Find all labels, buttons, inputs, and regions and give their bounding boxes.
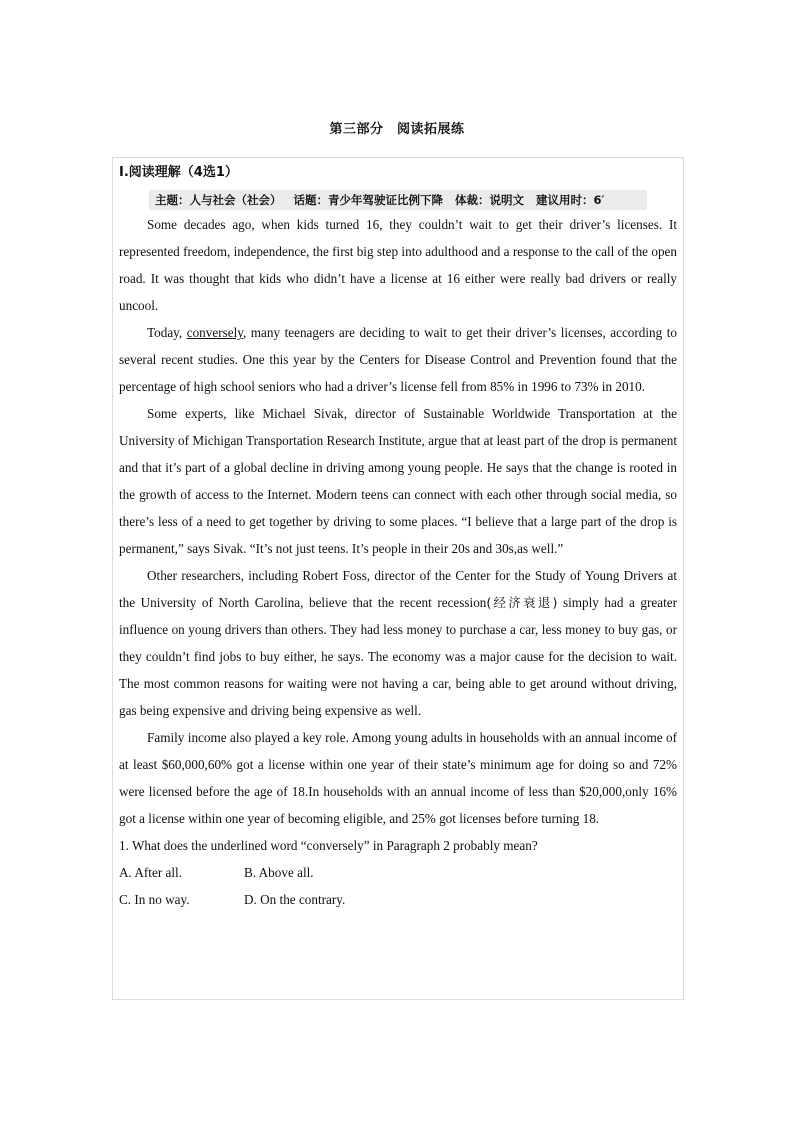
paragraph-4-start: Other researchers, including Robert Foss, director of the Center for the Study of Young Drivers at the University of North Carolina, believe that the recent recession bbox=[119, 568, 677, 610]
topic-bar bbox=[149, 190, 647, 210]
paragraph-1: Some decades ago, when kids turned 16, they couldn’t wait to get their driver’s licenses. It represented freedom, independence, the first big step into adulthood and a response to the call of the open road. It was thought that kids who didn’t have a license at 16 either were really bad drivers or really uncool. bbox=[119, 217, 677, 313]
paragraph-4-rest: simply had a greater influence on young drivers than others. They had less money to purchase a car, less money to buy gas, or they couldn’t find jobs to buy either, he says. The economy was a major cause for the decision to wait. The most common reasons for waiting were not having a car, being able to get around without driving, gas being expensive and driving being expensive as well. bbox=[119, 595, 677, 718]
chinese-gloss: (经济衰退) bbox=[486, 595, 558, 610]
section-heading: Ⅰ.阅读理解（4选1） bbox=[119, 165, 238, 180]
topic-genre: 体裁：说明文 bbox=[455, 193, 525, 207]
topic-theme: 主题：人与社会（社会） bbox=[155, 193, 282, 207]
option-b[interactable]: B. Above all. bbox=[244, 865, 314, 880]
reading-section bbox=[119, 160, 677, 913]
option-a[interactable]: A. After all. bbox=[119, 865, 182, 880]
topic-subject: 话题：青少年驾驶证比例下降 bbox=[293, 193, 444, 207]
question-1-stem: 1. What does the underlined word “conversely” in Paragraph 2 probably mean? bbox=[119, 838, 538, 853]
question-1-options-row-1 bbox=[119, 859, 677, 886]
paragraph-2-start: Today, bbox=[147, 325, 187, 340]
paragraph-5: Family income also played a key role. Among young adults in households with an annual income of at least $60,000,60% got a license within one year of their state’s minimum age for doing so and 72% were licensed before the age of 18.In households with an annual income of less than $20,000,only 16% got a license within one year of becoming eligible, and 25% got licenses before turning 18. bbox=[119, 730, 677, 826]
page-title: 第三部分 阅读拓展练 bbox=[329, 122, 465, 137]
paragraph-3: Some experts, like Michael Sivak, director of Sustainable Worldwide Transportation at the University of Michigan Transportation Research Institute, argue that at least part of the drop is permanent and that it’s part of a global decline in driving among young people. He says that the change is rooted in the growth of access to the Internet. Modern teens can connect with each other through social media, so there’s less of a need to get together by driving to some places. “I believe that a large part of the drop is permanent,” says Sivak. “It’s not just teens. It’s people in their 20s and 30s,as well.” bbox=[119, 406, 677, 556]
option-d[interactable]: D. On the contrary. bbox=[244, 892, 346, 907]
option-c[interactable]: C. In no way. bbox=[119, 892, 190, 907]
topic-time: 建议用时：6′ bbox=[536, 193, 605, 207]
paragraph-2-rest: , many teenagers are deciding to wait to get their driver’s licenses, according to several recent studies. One this year by the Centers for Disease Control and Prevention found that the percentage of high school seniors who had a driver’s license fell from 85% in 1996 to 73% in 2010. bbox=[119, 325, 677, 394]
underlined-word: conversely bbox=[186, 325, 243, 340]
question-1-options-row-2 bbox=[119, 886, 677, 913]
paragraph-4 bbox=[119, 562, 677, 724]
paragraph-2 bbox=[119, 319, 677, 400]
